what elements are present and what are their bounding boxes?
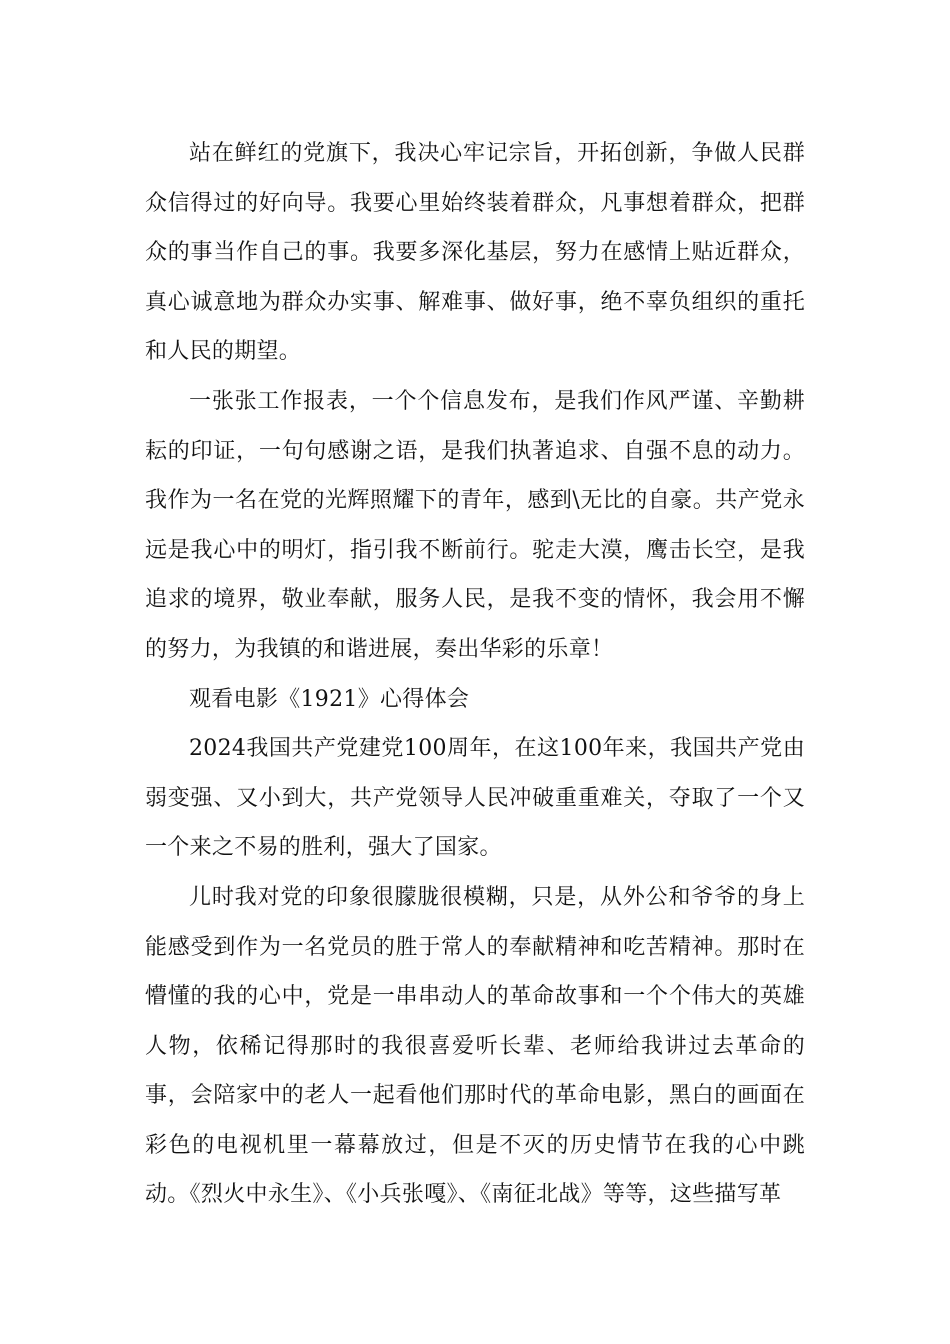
paragraph-party-flag-pledge: 站在鲜红的党旗下，我决心牢记宗旨，开拓创新，争做人民群众信得过的好向导。我要心里始终装着群众，凡事想着群众，把群众的事当作自己的事。我要多深化基层，努力在感情上贴近群众，真心诚意地为群众办实事、解难事、做好事，绝不辜负组织的重托和人民的期望。 xyxy=(145,141,805,365)
paragraph-childhood-memories: 儿时我对党的印象很朦胧很模糊，只是，从外公和爷爷的身上能感受到作为一名党员的胜于常人的奉献精神和吃苦精神。那时在懵懂的我的心中，党是一串串动人的革命故事和一个个伟大的英雄人物，依稀记得那时的我很喜爱听长辈、老师给我讲过去革命的事，会陪家中的老人一起看他们那时代的革命电影，黑白的画面在彩色的电视机里一幕幕放过，但是不灭的历史情节在我的心中跳动。《烈火中永生》、《小兵张嘎》、《南征北战》等等，这些描写革 xyxy=(145,884,805,1208)
paragraph-centenary: 2024我国共产党建党100周年，在这100年来，我国共产党由弱变强、又小到大，共产党领导人民冲破重重难关，夺取了一个又一个来之不易的胜利，强大了国家。 xyxy=(145,736,805,861)
paragraph-work-reports: 一张张工作报表，一个个信息发布，是我们作风严谨、辛勤耕耘的印证，一句句感谢之语，是我们执著追求、自强不息的动力。我作为一名在党的光辉照耀下的青年，感到\无比的自豪。共产党永远是我心中的明灯，指引我不断前行。驼走大漠，鹰击长空，是我追求的境界，敬业奉献，服务人民，是我不变的情怀，我会用不懈的努力，为我镇的和谐进展，奏出华彩的乐章！ xyxy=(145,388,805,662)
section-heading-1921-film: 观看电影《1921》心得体会 xyxy=(189,686,470,712)
document-body xyxy=(145,129,805,1220)
